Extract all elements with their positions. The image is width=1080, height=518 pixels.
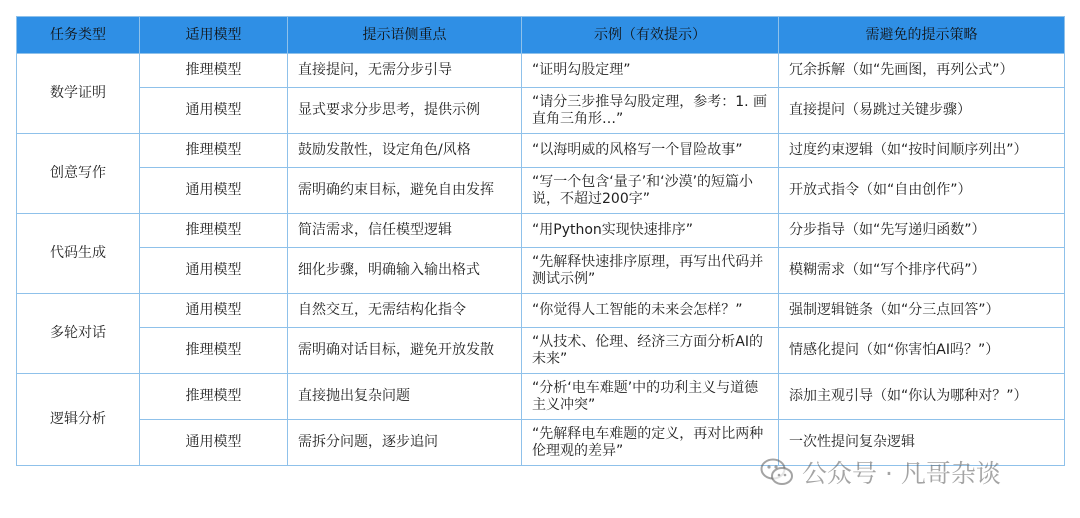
header-row: [17, 17, 1065, 54]
task-type-cell: 数学证明: [17, 54, 140, 134]
avoid-cell: 模糊需求（如“写个排序代码”）: [779, 248, 1065, 294]
example-cell: “用Python实现快速排序”: [522, 214, 779, 248]
task-type-cell: 代码生成: [17, 214, 140, 294]
table-row: [17, 214, 1065, 248]
focus-cell: 需明确约束目标，避免自由发挥: [288, 168, 522, 214]
table-row: [17, 88, 1065, 134]
focus-cell: 直接抛出复杂问题: [288, 374, 522, 420]
example-cell: “以海明威的风格写一个冒险故事”: [522, 134, 779, 168]
focus-cell: 鼓励发散性，设定角色/风格: [288, 134, 522, 168]
header-model: 适用模型: [140, 17, 288, 54]
example-cell: “从技术、伦理、经济三方面分析AI的未来”: [522, 328, 779, 374]
table-row: [17, 134, 1065, 168]
example-cell: “你觉得人工智能的未来会怎样？”: [522, 294, 779, 328]
example-cell: “写一个包含‘量子’和‘沙漠’的短篇小说，不超过200字”: [522, 168, 779, 214]
avoid-cell: 直接提问（易跳过关键步骤）: [779, 88, 1065, 134]
example-cell: “证明勾股定理”: [522, 54, 779, 88]
header-example: 示例（有效提示）: [522, 17, 779, 54]
focus-cell: 显式要求分步思考，提供示例: [288, 88, 522, 134]
example-cell: “先解释快速排序原理，再写出代码并测试示例”: [522, 248, 779, 294]
model-cell: 通用模型: [140, 294, 288, 328]
example-cell: “先解释电车难题的定义，再对比两种伦理观的差异”: [522, 420, 779, 466]
focus-cell: 自然交互，无需结构化指令: [288, 294, 522, 328]
avoid-cell: 冗余拆解（如“先画图，再列公式”）: [779, 54, 1065, 88]
model-cell: 通用模型: [140, 248, 288, 294]
model-cell: 通用模型: [140, 420, 288, 466]
model-cell: 推理模型: [140, 214, 288, 248]
example-cell: “分析‘电车难题’中的功利主义与道德主义冲突”: [522, 374, 779, 420]
avoid-cell: 强制逻辑链条（如“分三点回答”）: [779, 294, 1065, 328]
task-type-cell: 多轮对话: [17, 294, 140, 374]
prompt-strategy-table: [16, 16, 1065, 466]
header-task-type: 任务类型: [17, 17, 140, 54]
focus-cell: 需拆分问题，逐步追问: [288, 420, 522, 466]
model-cell: 推理模型: [140, 374, 288, 420]
avoid-cell: 情感化提问（如“你害怕AI吗？”）: [779, 328, 1065, 374]
avoid-cell: 分步指导（如“先写递归函数”）: [779, 214, 1065, 248]
table-row: [17, 248, 1065, 294]
model-cell: 推理模型: [140, 328, 288, 374]
avoid-cell: 添加主观引导（如“你认为哪种对？”）: [779, 374, 1065, 420]
table-row: [17, 328, 1065, 374]
focus-cell: 需明确对话目标，避免开放发散: [288, 328, 522, 374]
focus-cell: 简洁需求，信任模型逻辑: [288, 214, 522, 248]
model-cell: 通用模型: [140, 88, 288, 134]
example-cell: “请分三步推导勾股定理，参考：1. 画直角三角形…”: [522, 88, 779, 134]
table-row: [17, 374, 1065, 420]
model-cell: 通用模型: [140, 168, 288, 214]
focus-cell: 直接提问，无需分步引导: [288, 54, 522, 88]
watermark-text: 公众号 · 凡哥杂谈: [802, 459, 1001, 488]
table-row: [17, 168, 1065, 214]
focus-cell: 细化步骤，明确输入输出格式: [288, 248, 522, 294]
task-type-cell: 逻辑分析: [17, 374, 140, 466]
model-cell: 推理模型: [140, 134, 288, 168]
table-row: [17, 294, 1065, 328]
model-cell: 推理模型: [140, 54, 288, 88]
task-type-cell: 创意写作: [17, 134, 140, 214]
header-prompt-focus: 提示语侧重点: [288, 17, 522, 54]
table-row: [17, 54, 1065, 88]
avoid-cell: 一次性提问复杂逻辑: [779, 420, 1065, 466]
avoid-cell: 开放式指令（如“自由创作”）: [779, 168, 1065, 214]
header-avoid: 需避免的提示策略: [779, 17, 1065, 54]
table-row: [17, 420, 1065, 466]
avoid-cell: 过度约束逻辑（如“按时间顺序列出”）: [779, 134, 1065, 168]
